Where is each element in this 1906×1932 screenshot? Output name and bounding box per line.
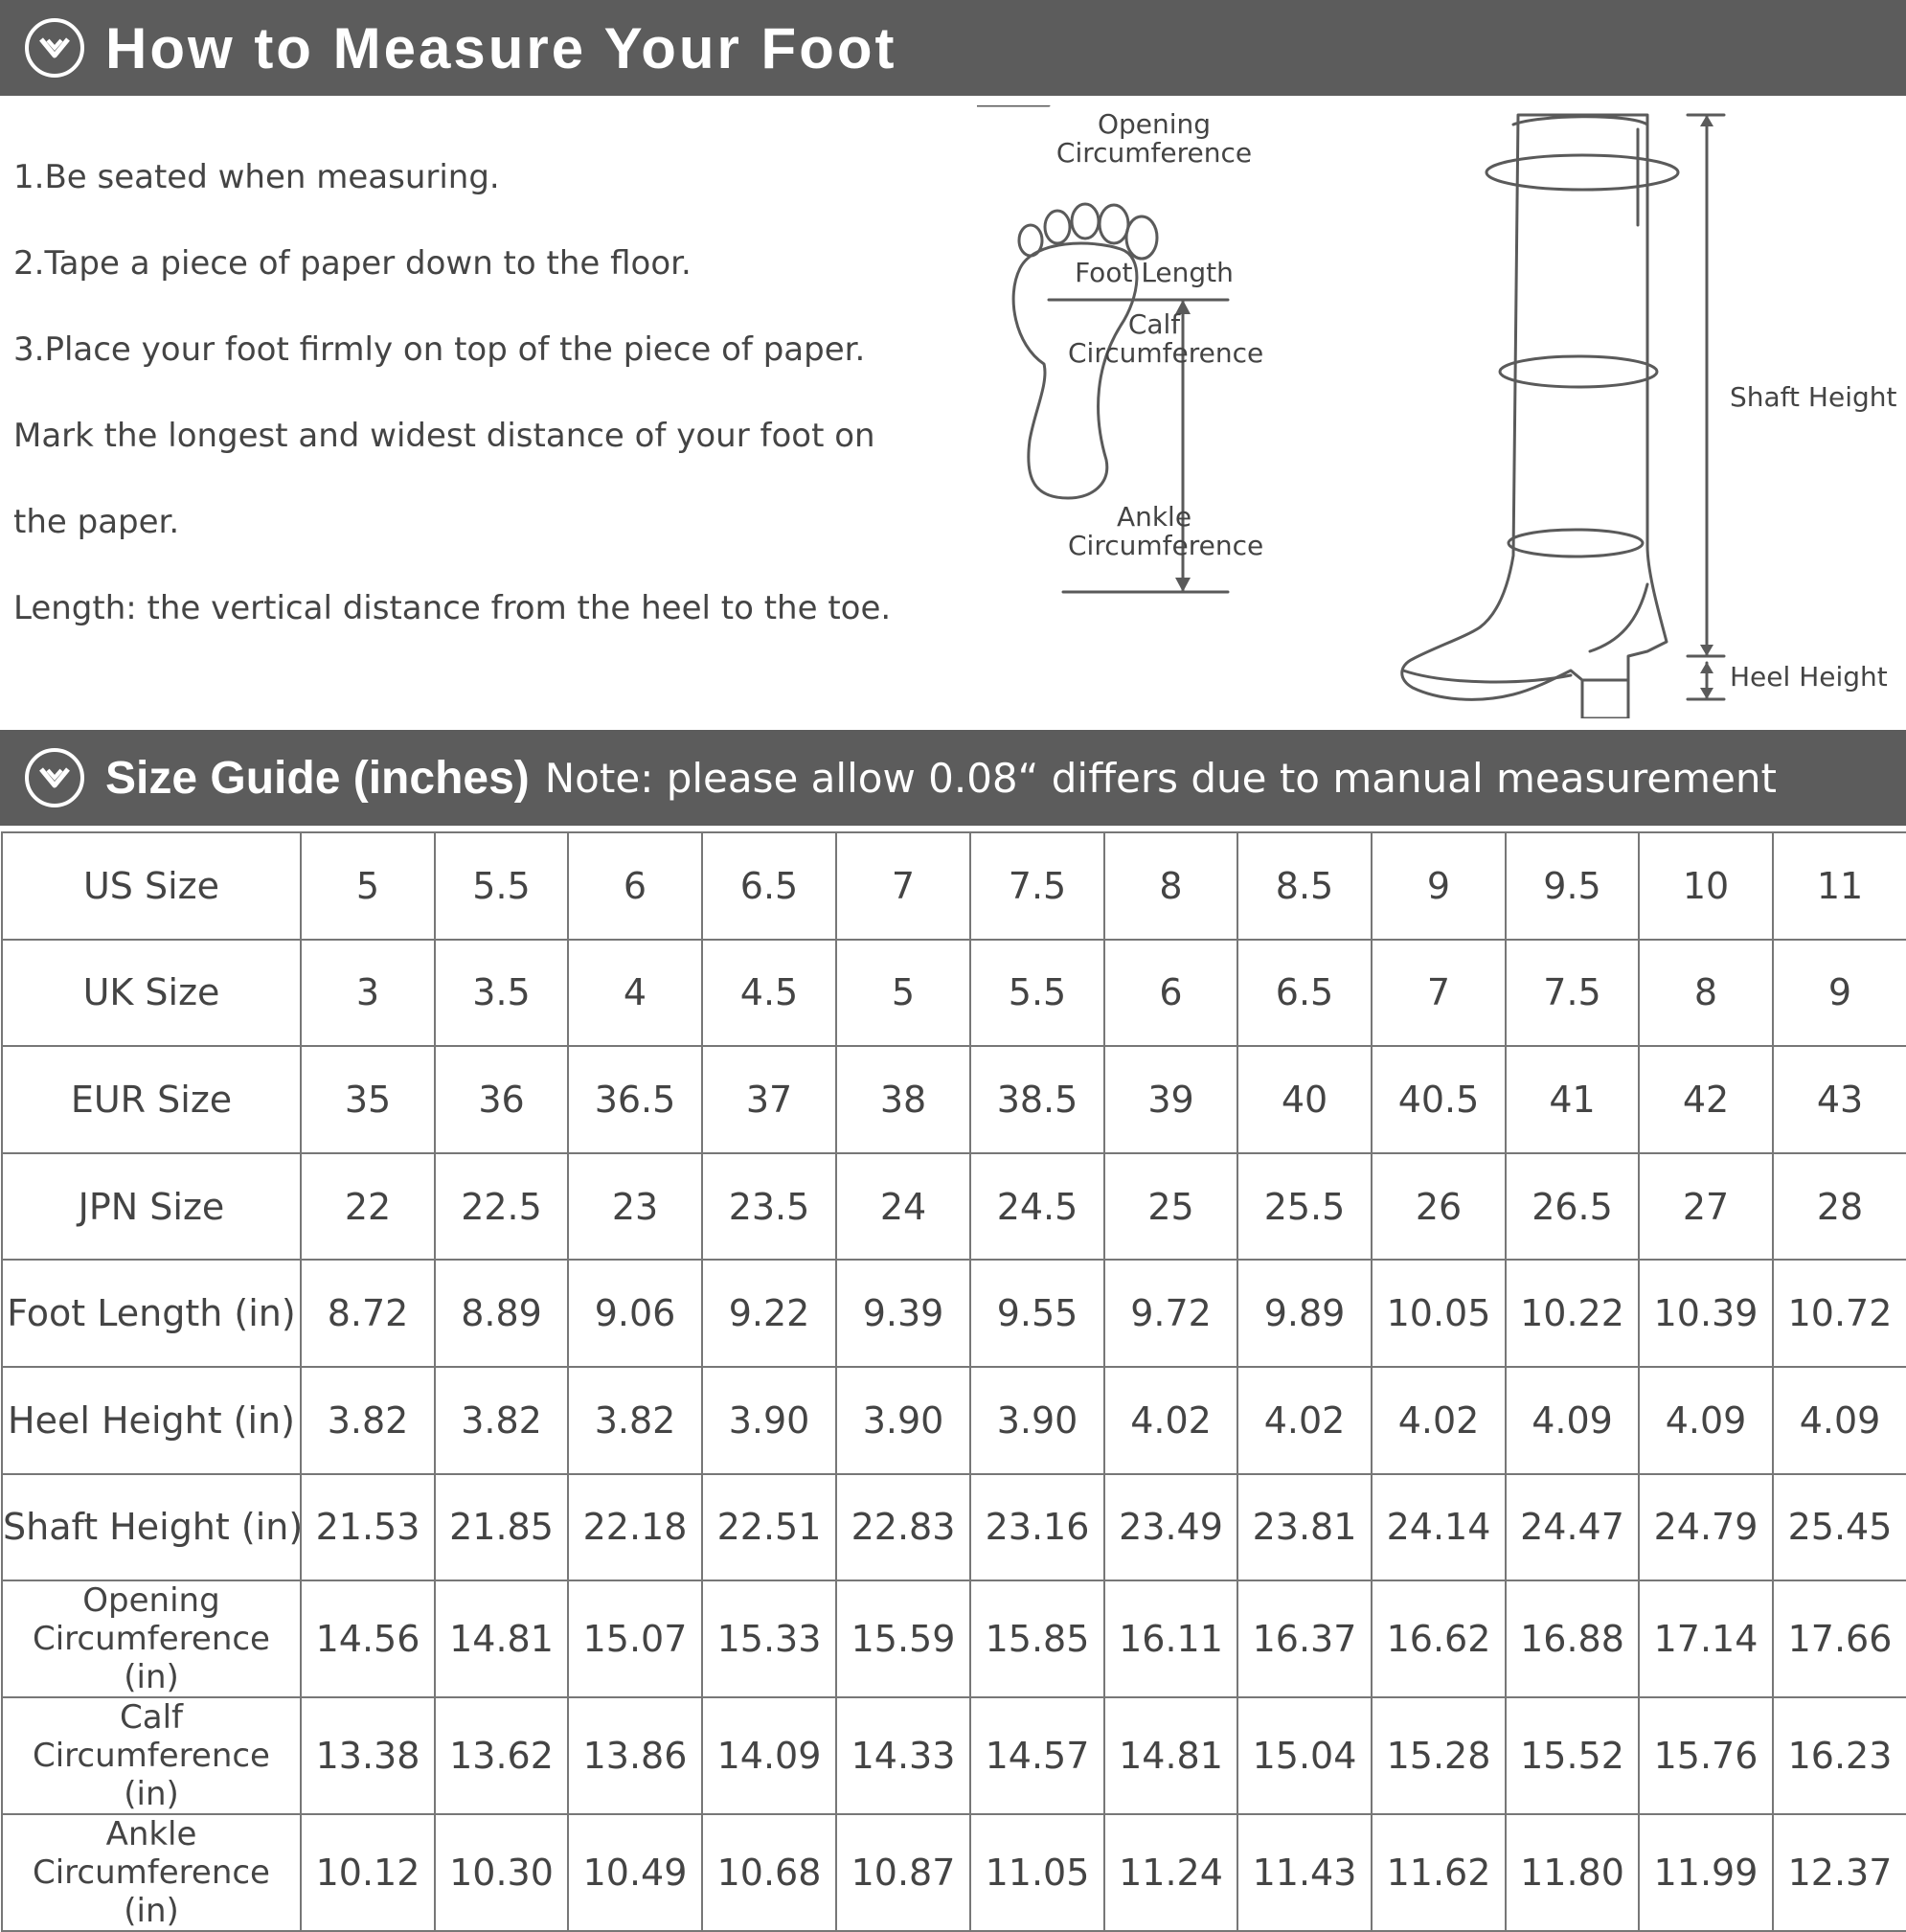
table-cell: 3 [301,940,435,1047]
table-cell: 24 [836,1153,970,1261]
measurement-diagram [977,105,1906,718]
table-cell: 12.37 [1773,1814,1906,1931]
table-cell: 13.62 [435,1697,568,1814]
table-cell: 5.5 [970,940,1104,1047]
table-cell: 10.49 [568,1814,702,1931]
table-cell: 11.80 [1506,1814,1639,1931]
table-cell: 9.72 [1104,1260,1237,1367]
table-cell: 7 [1372,940,1506,1047]
table-row [2,1367,1906,1474]
table-cell: 22 [301,1153,435,1261]
table-cell: 13.86 [568,1697,702,1814]
table-cell: 24.47 [1506,1474,1639,1581]
table-cell: 26 [1372,1153,1506,1261]
table-cell: 23.81 [1237,1474,1372,1581]
opening-circumference-label [1044,110,1264,168]
table-cell: 9.5 [1506,832,1639,940]
table-cell: 26.5 [1506,1153,1639,1261]
table-cell: 4.09 [1639,1367,1773,1474]
table-cell: 9.39 [836,1260,970,1367]
ankle-label-line-1: Ankle [1116,501,1192,533]
table-cell: 25 [1104,1153,1237,1261]
table-cell: 4.02 [1237,1367,1372,1474]
table-cell: 3.82 [435,1367,568,1474]
table-row [2,1697,1906,1814]
size-table [1,831,1906,1932]
table-cell: 9 [1773,940,1906,1047]
measure-title: How to Measure Your Foot [105,15,897,80]
table-cell: 24.79 [1639,1474,1773,1581]
row-label: US Size [2,832,301,940]
table-cell: 16.62 [1372,1580,1506,1697]
table-cell: 9.55 [970,1260,1104,1367]
table-row [2,940,1906,1047]
size-guide-note: Note: please allow 0.08“ differs due to manual measurement [544,754,1778,802]
table-cell: 15.07 [568,1580,702,1697]
table-cell: 21.53 [301,1474,435,1581]
table-cell: 10.72 [1773,1260,1906,1367]
table-cell: 6.5 [1237,940,1372,1047]
table-cell: 3.90 [702,1367,836,1474]
table-cell: 4.02 [1372,1367,1506,1474]
table-cell: 14.81 [435,1580,568,1697]
table-cell: 40 [1237,1046,1372,1153]
table-row [2,832,1906,940]
table-cell: 11.62 [1372,1814,1506,1931]
step-line: Mark the longest and widest distance of your foot on [13,417,875,455]
table-cell: 7 [836,832,970,940]
table-cell: 38.5 [970,1046,1104,1153]
table-row [2,1580,1906,1697]
table-cell: 10.30 [435,1814,568,1931]
table-cell: 14.56 [301,1580,435,1697]
table-cell: 4.5 [702,940,836,1047]
table-cell: 15.33 [702,1580,836,1697]
table-cell: 9.89 [1237,1260,1372,1367]
table-cell: 10.22 [1506,1260,1639,1367]
table-cell: 3.5 [435,940,568,1047]
table-row [2,1153,1906,1261]
row-label: Foot Length (in) [2,1260,301,1367]
table-cell: 22.83 [836,1474,970,1581]
row-label: UK Size [2,940,301,1047]
table-cell: 16.88 [1506,1580,1639,1697]
table-row [2,1260,1906,1367]
table-cell: 6.5 [702,832,836,940]
table-cell: 5.5 [435,832,568,940]
table-cell: 4.09 [1773,1367,1906,1474]
table-row [2,1814,1906,1931]
table-cell: 15.28 [1372,1697,1506,1814]
table-cell: 28 [1773,1153,1906,1261]
table-cell: 3.82 [301,1367,435,1474]
table-cell: 39 [1104,1046,1237,1153]
table-cell: 17.14 [1639,1580,1773,1697]
table-cell: 42 [1639,1046,1773,1153]
boot-outline-icon [1402,115,1667,718]
calf-label-line-1: Calf [1127,308,1181,340]
table-cell: 9 [1372,832,1506,940]
measure-header [0,0,1906,96]
size-guide-header [0,730,1906,826]
table-cell: 15.59 [836,1580,970,1697]
opening-label-line-2: Circumference [1055,137,1253,169]
table-cell: 10 [1639,832,1773,940]
table-cell: 27 [1639,1153,1773,1261]
chevron-down-icon [25,18,84,78]
table-cell: 10.12 [301,1814,435,1931]
row-label: Shaft Height (in) [2,1474,301,1581]
row-label: Calf Circumference (in) [2,1697,301,1814]
step-line: 2.Tape a piece of paper down to the floor. [13,244,692,283]
table-cell: 22.18 [568,1474,702,1581]
calf-circumference-label [1068,308,1264,369]
table-cell: 9.22 [702,1260,836,1367]
table-cell: 37 [702,1046,836,1153]
table-cell: 5 [301,832,435,940]
table-cell: 23.5 [702,1153,836,1261]
table-cell: 8.5 [1237,832,1372,940]
step-line: 3.Place your foot firmly on top of the piece of paper. [13,330,866,369]
table-cell: 7.5 [1506,940,1639,1047]
table-cell: 8 [1104,832,1237,940]
heel-height-label: Heel Height [1730,661,1888,693]
table-cell: 15.04 [1237,1697,1372,1814]
table-cell: 4 [568,940,702,1047]
row-label: Ankle Circumference (in) [2,1814,301,1931]
table-cell: 17.66 [1773,1580,1906,1697]
table-cell: 7.5 [970,832,1104,940]
table-cell: 5 [836,940,970,1047]
table-cell: 11.05 [970,1814,1104,1931]
table-cell: 16.11 [1104,1580,1237,1697]
table-cell: 24.5 [970,1153,1104,1261]
table-cell: 3.82 [568,1367,702,1474]
table-cell: 4.02 [1104,1367,1237,1474]
table-cell: 23.49 [1104,1474,1237,1581]
table-cell: 16.37 [1237,1580,1372,1697]
table-cell: 8.72 [301,1260,435,1367]
table-cell: 22.51 [702,1474,836,1581]
table-cell: 3.90 [836,1367,970,1474]
table-cell: 9.06 [568,1260,702,1367]
table-cell: 8.89 [435,1260,568,1367]
row-label: JPN Size [2,1153,301,1261]
measure-steps [13,144,952,661]
table-cell: 36.5 [568,1046,702,1153]
table-cell: 6 [568,832,702,940]
table-cell: 16.23 [1773,1697,1906,1814]
foot-length-label: Foot Length [1075,257,1234,288]
table-cell: 38 [836,1046,970,1153]
size-guide-title: Size Guide (inches) [105,752,530,804]
table-cell: 35 [301,1046,435,1153]
table-cell: 10.05 [1372,1260,1506,1367]
row-label: Opening Circumference (in) [2,1580,301,1697]
table-cell: 10.39 [1639,1260,1773,1367]
table-cell: 25.5 [1237,1153,1372,1261]
opening-label-line-1: Opening [1097,108,1212,140]
table-cell: 11.43 [1237,1814,1372,1931]
table-cell: 23.16 [970,1474,1104,1581]
table-cell: 25.45 [1773,1474,1906,1581]
table-cell: 11.24 [1104,1814,1237,1931]
table-cell: 23 [568,1153,702,1261]
step-line: Length: the vertical distance from the heel to the toe. [13,589,892,627]
step-line: the paper. [13,503,180,541]
table-cell: 36 [435,1046,568,1153]
table-cell: 4.09 [1506,1367,1639,1474]
table-cell: 10.68 [702,1814,836,1931]
table-cell: 14.81 [1104,1697,1237,1814]
table-cell: 14.33 [836,1697,970,1814]
table-cell: 15.85 [970,1580,1104,1697]
chevron-down-icon [25,748,84,807]
table-cell: 11.99 [1639,1814,1773,1931]
row-label: Heel Height (in) [2,1367,301,1474]
ankle-circumference-label [1068,501,1264,561]
ankle-label-line-2: Circumference [1068,530,1264,561]
table-cell: 8 [1639,940,1773,1047]
table-cell: 21.85 [435,1474,568,1581]
table-cell: 6 [1104,940,1237,1047]
row-label: EUR Size [2,1046,301,1153]
table-cell: 14.09 [702,1697,836,1814]
table-cell: 41 [1506,1046,1639,1153]
table-row [2,1046,1906,1153]
table-cell: 15.76 [1639,1697,1773,1814]
table-cell: 13.38 [301,1697,435,1814]
calf-label-line-2: Circumference [1068,337,1264,369]
table-cell: 15.52 [1506,1697,1639,1814]
table-cell: 11 [1773,832,1906,940]
table-cell: 14.57 [970,1697,1104,1814]
shaft-height-label: Shaft Height [1730,381,1897,413]
table-cell: 22.5 [435,1153,568,1261]
table-cell: 3.90 [970,1367,1104,1474]
table-cell: 10.87 [836,1814,970,1931]
table-row [2,1474,1906,1581]
table-cell: 43 [1773,1046,1906,1153]
step-line: 1.Be seated when measuring. [13,158,500,196]
table-cell: 24.14 [1372,1474,1506,1581]
table-cell: 40.5 [1372,1046,1506,1153]
